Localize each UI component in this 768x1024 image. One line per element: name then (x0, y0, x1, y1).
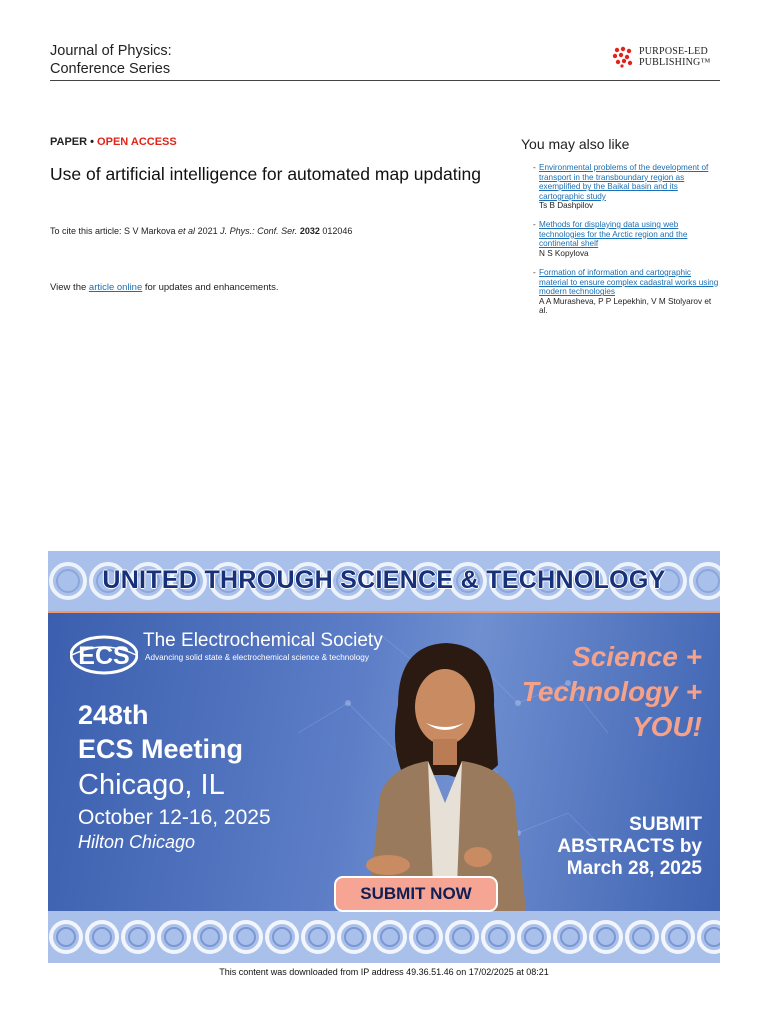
slogan-line2: Technology + (521, 676, 702, 707)
meeting-city: Chicago, IL (78, 769, 225, 801)
ecs-logo-text: ECS (78, 642, 130, 670)
paper-type-label (50, 136, 177, 148)
article-online-link[interactable]: article online (88, 282, 143, 293)
society-tagline: Advancing solid state & electrochemical science & technology (145, 653, 369, 662)
banner-ring-band-bottom (48, 911, 720, 963)
related-article-authors: N S Kopylova (539, 248, 589, 258)
open-access-badge: OPEN ACCESS (97, 136, 177, 148)
cite-volume: 2032 (299, 226, 320, 236)
submit-now-button[interactable]: SUBMIT NOW (334, 876, 498, 912)
citation-line (50, 226, 352, 236)
journal-name-line1: Journal of Physics: (50, 43, 172, 59)
deadline-line3: March 28, 2025 (566, 858, 702, 879)
meeting-venue: Hilton Chicago (78, 832, 196, 852)
related-article-link[interactable]: Methods for displaying data using web technologies for the Arctic region and the continental shelf (539, 220, 688, 249)
publisher-line1: PURPOSE-LED (639, 46, 708, 57)
paper-label: PAPER • (50, 136, 98, 148)
related-article-link[interactable]: Environmental problems of the development of transport in the transboundary region as exemplified by the Baikal basin and its cartographic study (539, 163, 709, 201)
related-article-authors: Ts B Dashpilov (539, 201, 594, 211)
banner-headline: UNITED THROUGH SCIENCE & TECHNOLOGY (102, 566, 666, 594)
meeting-title (78, 698, 243, 766)
related-article (533, 268, 721, 316)
slogan-line1: Science + (572, 641, 702, 672)
deadline-line2: ABSTRACTS by (557, 836, 702, 857)
cite-year: 2021 (195, 226, 221, 236)
ring-pattern-bottom (48, 911, 720, 963)
meeting-line1: 248th (78, 700, 149, 730)
bullet-dash: - (533, 268, 536, 277)
meeting-line2: ECS Meeting (78, 734, 244, 764)
publisher-mark-icon (612, 46, 634, 68)
cite-journal: J. Phys.: Conf. Ser. (220, 226, 298, 236)
related-article (533, 163, 721, 211)
publisher-logo[interactable] (612, 46, 710, 68)
publisher-wordmark (639, 46, 710, 68)
related-article-authors: A A Murasheva, P P Lepekhin, V M Stolyarov et al. (539, 296, 712, 316)
related-article (533, 220, 721, 258)
related-article-link[interactable]: Formation of information and cartographic material to ensure complex cadastral works using modern technologies (539, 268, 719, 297)
bullet-dash: - (533, 220, 536, 229)
ecs-meeting-banner[interactable] (48, 551, 720, 963)
view-prefix: View the (50, 282, 89, 293)
header-divider (50, 80, 720, 81)
cite-etal: et al (178, 226, 196, 236)
download-notice: This content was downloaded from IP address 49.36.51.46 on 17/02/2025 at 08:21 (219, 967, 549, 977)
deadline-line1: SUBMIT (629, 814, 702, 835)
meeting-dates: October 12-16, 2025 (78, 806, 271, 829)
paper-title: Use of artificial intelligence for automated map updating (50, 164, 481, 184)
cite-prefix: To cite this article: S V Markova (50, 226, 179, 236)
slogan-line3: YOU! (632, 711, 702, 742)
you-may-also-like-heading: You may also like (521, 136, 630, 152)
bullet-dash: - (533, 163, 536, 172)
cite-number: 012046 (319, 226, 353, 236)
publisher-line2: PUBLISHING™ (639, 57, 711, 68)
slogan (522, 639, 702, 744)
society-name: The Electrochemical Society (143, 630, 383, 651)
journal-name-line2: Conference Series (50, 61, 171, 77)
ecs-logo-icon (70, 635, 138, 675)
abstract-deadline (557, 814, 702, 880)
view-online-line (50, 282, 279, 293)
presenter-photo (328, 635, 548, 911)
journal-name (50, 42, 172, 78)
view-suffix: for updates and enhancements. (142, 282, 279, 293)
